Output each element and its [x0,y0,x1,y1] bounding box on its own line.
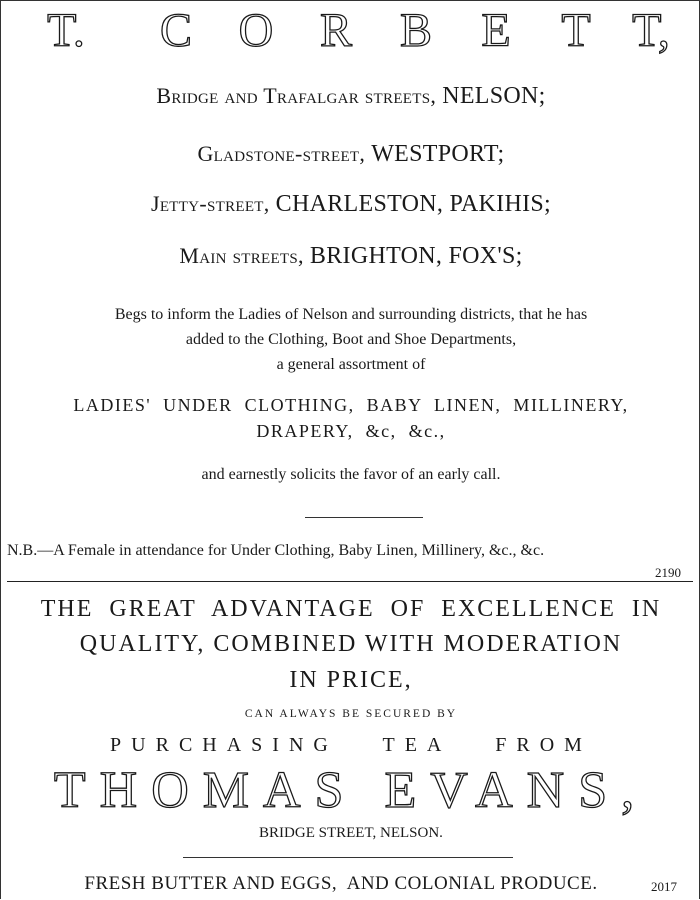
nb-note: N.B.—A Female in attendance for Under Clothing, Baby Linen, Millinery, &c., &c. [7,542,545,559]
headline-letter: E [481,4,511,57]
address-line [1,83,700,110]
column-divider [7,581,693,582]
headline-letter: T, [632,4,670,57]
street-name: Jetty-street, [150,191,270,216]
purchasing-line: PURCHASING TEA FROM [110,734,592,756]
ad-heading: THE GREAT ADVANTAGE OF EXCELLENCE IN [40,596,662,622]
street-name: Gladstone-street, [197,141,366,166]
headline-letter: B [399,4,432,57]
evans-headline: THOMAS EVANS, [53,762,649,819]
short-divider [183,857,513,858]
address-line [1,191,700,218]
street-address: BRIDGE STREET, NELSON. [259,825,443,841]
body-text: a general assortment of [276,356,426,373]
corbett-headline [1,3,700,61]
goods-list: DRAPERY, &c, &c., [256,421,446,441]
body-text: added to the Clothing, Boot and Shoe Departments, [185,331,517,348]
town-name: NELSON; [442,83,546,109]
short-divider [305,517,423,518]
headline-letter: R [319,4,352,57]
secured-line: CAN ALWAYS BE SECURED BY [244,708,458,720]
closing-text: and earnestly solicits the favor of an early call. [201,466,501,483]
body-text: Begs to inform the Ladies of Nelson and surrounding districts, that he has [114,306,588,323]
street-name: Bridge and Trafalgar streets, [156,83,437,108]
ad-heading: IN PRICE, [289,667,413,693]
address-line [1,141,700,168]
reference-number: 2190 [655,565,681,580]
town-name: CHARLESTON, PAKIHIS; [275,191,552,217]
reference-number: 2017 [651,879,677,894]
address-line [1,243,700,270]
produce-line: FRESH BUTTER AND EGGS, AND COLONIAL PRODUCE. [84,873,598,894]
street-name: Main streets, [179,243,304,268]
headline-letter: T [561,4,591,57]
ad-heading: QUALITY, COMBINED WITH MODERATION [79,631,623,657]
headline-letter: T. [47,4,85,57]
goods-list: LADIES' UNDER CLOTHING, BABY LINEN, MILLINERY, [73,395,629,415]
town-name: WESTPORT; [371,141,505,167]
town-name: BRIGHTON, FOX'S; [309,243,523,269]
headline-letter: C [159,4,192,57]
headline-letter: O [238,4,274,57]
